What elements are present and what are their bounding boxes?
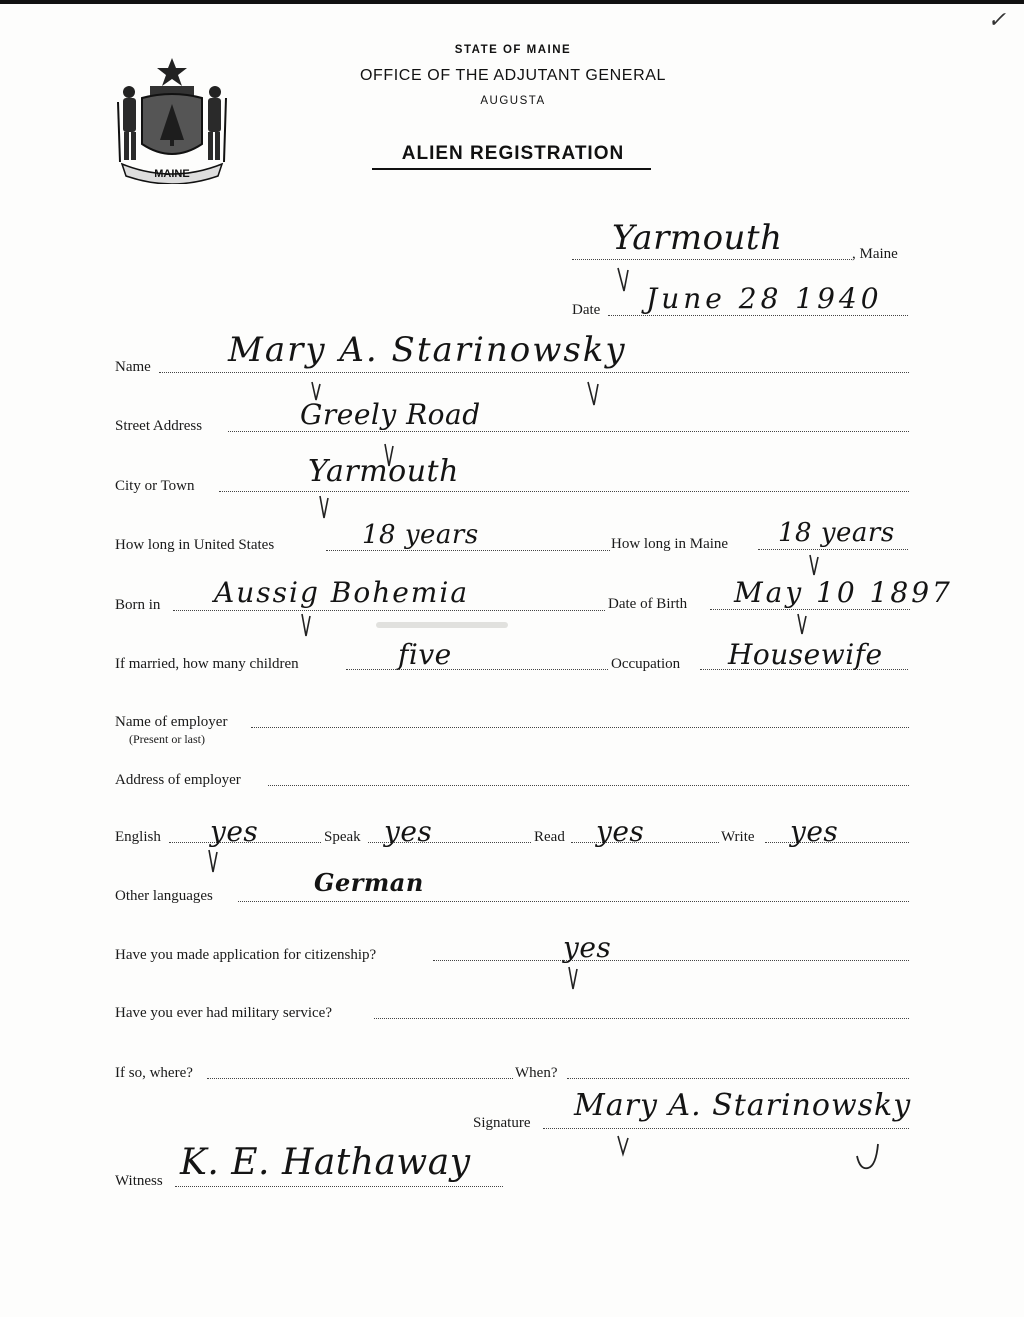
employer-address-line [268, 785, 909, 786]
check-mark-icon [318, 494, 330, 520]
maine-years-line [758, 549, 908, 550]
dob-value: May 10 1897 [734, 576, 953, 609]
read-label: Read [534, 829, 565, 845]
english-value: yes [210, 815, 259, 848]
signature-value: Mary A. Starinowsky [574, 1088, 912, 1123]
check-mark-icon [567, 965, 579, 991]
scan-border [0, 0, 1024, 4]
military-label: Have you ever had military service? [115, 1005, 332, 1021]
employer-line [251, 727, 909, 728]
write-value: yes [790, 815, 839, 848]
check-mark-icon [383, 442, 395, 468]
read-value: yes [596, 815, 645, 848]
read-line [571, 842, 719, 843]
dob-label: Date of Birth [608, 596, 688, 612]
check-mark-icon [854, 1138, 880, 1174]
date-label: Date [572, 302, 601, 318]
street-address-line [228, 431, 909, 432]
check-mark-icon [616, 1134, 630, 1156]
signature-label: Signature [473, 1115, 531, 1131]
check-mark-icon [586, 380, 600, 408]
speak-value: yes [384, 815, 433, 848]
citizenship-line [433, 960, 909, 961]
city-value: Yarmouth [308, 454, 459, 489]
name-line [159, 372, 909, 373]
where-line [207, 1078, 513, 1079]
children-label: If married, how many children [115, 656, 299, 672]
maine-state-seal-icon [112, 52, 232, 184]
place-line [572, 259, 852, 260]
seal-motto: MAINE [154, 168, 190, 180]
maine-years-label: How long in Maine [611, 536, 729, 552]
witness-line [175, 1186, 503, 1187]
header-city: AUGUSTA [480, 95, 546, 107]
us-years-value: 18 years [362, 520, 479, 550]
us-years-line [326, 550, 610, 551]
speak-label: Speak [324, 829, 361, 845]
check-mark-icon [796, 612, 808, 636]
occupation-value: Housewife [728, 638, 883, 671]
other-languages-line [238, 901, 909, 902]
title-underline [372, 168, 651, 170]
military-line [374, 1018, 909, 1019]
city-label: City or Town [115, 478, 195, 494]
write-label: Write [721, 829, 755, 845]
dob-line [710, 609, 910, 610]
witness-value: K. E. Hathaway [180, 1142, 471, 1183]
when-label: When? [515, 1065, 558, 1081]
where-label: If so, where? [115, 1065, 193, 1081]
employer-address-label: Address of employer [115, 772, 241, 788]
born-line [173, 610, 605, 611]
place-value: Yarmouth [612, 218, 783, 258]
maine-years-value: 18 years [778, 518, 895, 548]
form-title: ALIEN REGISTRATION [401, 143, 625, 164]
street-address-label: Street Address [115, 418, 203, 434]
employer-label: Name of employer [115, 714, 228, 730]
citizenship-value: yes [563, 931, 612, 964]
english-label: English [115, 829, 161, 845]
other-languages-value: German [314, 868, 424, 897]
when-line [567, 1078, 909, 1079]
born-value: Aussig Bohemia [214, 576, 470, 609]
place-suffix: , Maine [852, 246, 898, 262]
witness-label: Witness [115, 1173, 163, 1189]
date-value: June 28 1940 [646, 282, 883, 315]
other-languages-label: Other languages [115, 888, 213, 904]
check-mark-icon [207, 848, 219, 874]
signature-line [543, 1128, 909, 1129]
occupation-label: Occupation [611, 656, 681, 672]
check-mark-icon [616, 266, 630, 294]
citizenship-label: Have you made application for citizenship? [115, 947, 377, 963]
city-line [219, 491, 909, 492]
children-line [346, 669, 608, 670]
check-mark-icon [300, 612, 312, 638]
name-value: Mary A. Starinowsky [228, 330, 627, 370]
employer-sublabel: (Present or last) [129, 732, 205, 746]
corner-check-mark: ✓ [987, 8, 1006, 33]
children-value: five [398, 638, 452, 671]
header-office: OFFICE OF THE ADJUTANT GENERAL [359, 67, 667, 84]
check-mark-icon [808, 553, 820, 577]
header-state: STATE OF MAINE [454, 44, 572, 56]
name-label: Name [115, 359, 151, 375]
us-years-label: How long in United States [115, 537, 275, 553]
born-label: Born in [115, 597, 161, 613]
check-mark-icon [310, 380, 322, 402]
ink-smudge [376, 622, 508, 628]
street-address-value: Greely Road [300, 398, 481, 431]
date-line [608, 315, 908, 316]
